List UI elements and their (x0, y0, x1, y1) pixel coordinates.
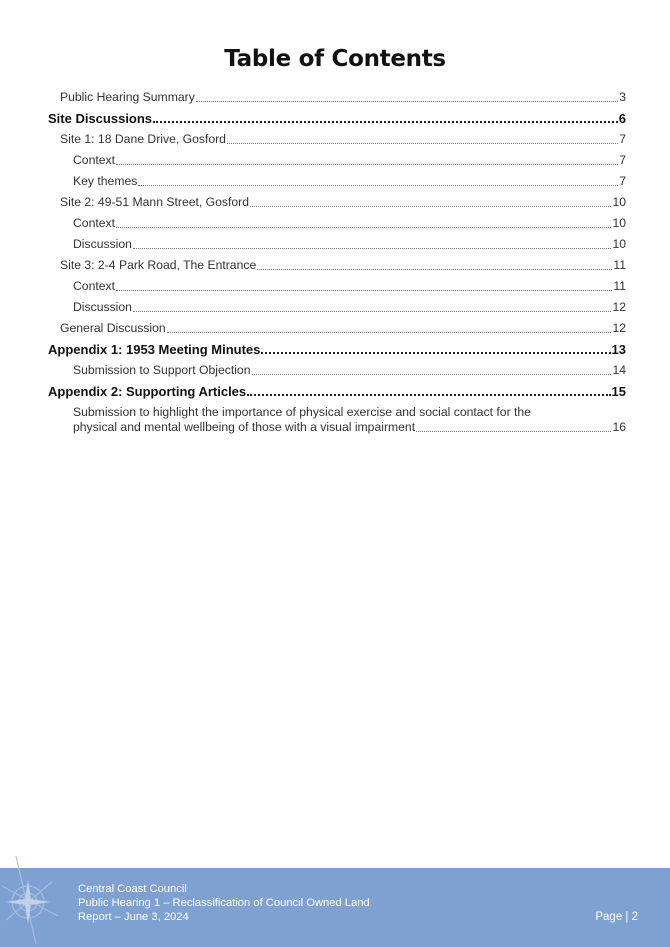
toc-entry-text: Public Hearing Summary (60, 90, 195, 104)
toc-entry[interactable] (48, 195, 626, 210)
footer-document-title: Public Hearing 1 – Reclassification of Council Owned Land (78, 897, 370, 910)
toc-entry[interactable] (48, 237, 626, 252)
toc-leader (167, 332, 612, 333)
toc-entry[interactable] (48, 342, 626, 357)
toc-entry[interactable] (48, 384, 626, 399)
toc-entry-page: 16 (612, 420, 626, 434)
toc-entry-page: 15 (611, 384, 626, 399)
toc-entry-text: Context (73, 153, 116, 167)
toc-entry[interactable] (48, 258, 626, 273)
toc-leader (250, 206, 611, 207)
toc-leader (133, 311, 612, 312)
toc-entry-page: 11 (613, 258, 626, 272)
toc-entry[interactable] (48, 405, 626, 435)
toc-leader (116, 164, 618, 165)
toc-entry-page: 10 (612, 195, 626, 209)
toc-entry[interactable] (48, 363, 626, 378)
toc-entry-text: Context (73, 216, 116, 230)
toc-entry[interactable] (48, 132, 626, 147)
toc-entry-page: 6 (618, 111, 626, 126)
toc-entry-page: 11 (613, 279, 626, 293)
toc-entry-text: Site 3: 2-4 Park Road, The Entrance (60, 258, 257, 272)
toc-entry-page: 10 (612, 216, 626, 230)
toc-entry-page: 12 (612, 300, 626, 314)
toc-entry-text: Site 1: 18 Dane Drive, Gosford (60, 132, 226, 146)
toc-entry-page: 12 (612, 321, 626, 335)
toc-entry-page: 14 (612, 363, 626, 377)
footer-organisation: Central Coast Council (78, 883, 187, 895)
toc-leader (227, 143, 618, 144)
toc-entry-page: 13 (611, 342, 626, 357)
page-footer (0, 868, 670, 947)
toc-entry[interactable] (48, 153, 626, 168)
toc-entry-text-line1: Submission to highlight the importance of physical exercise and social contact for the (73, 405, 531, 419)
toc-leader (252, 374, 612, 375)
toc-entry-page: 10 (612, 237, 626, 251)
toc-entry[interactable] (48, 279, 626, 294)
toc-entry[interactable] (48, 216, 626, 231)
toc-entry-text: Discussion (73, 300, 132, 314)
toc-entry-text: Appendix 2: Supporting Articles (48, 384, 247, 399)
toc-entry-text: Discussion (73, 237, 132, 251)
toc-entry-text-line2: physical and mental wellbeing of those with a visual impairment (73, 420, 416, 434)
toc-leader (196, 101, 618, 102)
toc-entry-text: Appendix 1: 1953 Meeting Minutes (48, 342, 261, 357)
toc-leader (133, 248, 612, 249)
toc-leader (153, 121, 618, 123)
toc-leader (261, 352, 610, 354)
toc-leader (116, 227, 611, 228)
toc-entry[interactable] (48, 90, 626, 105)
toc-leader (416, 431, 611, 432)
toc-leader (138, 185, 618, 186)
toc-entry-page: 7 (619, 153, 626, 167)
toc-leader (257, 269, 612, 270)
toc-entry-text: Context (73, 279, 116, 293)
toc-entry-text: General Discussion (60, 321, 166, 335)
toc-entry[interactable] (48, 111, 626, 126)
toc-entry[interactable] (48, 300, 626, 315)
toc-leader (247, 394, 610, 396)
page-number: Page | 2 (595, 911, 638, 923)
toc-entry-page: 3 (619, 90, 626, 104)
toc-entry-page: 7 (619, 174, 626, 188)
toc-entry-text: Key themes (73, 174, 138, 188)
page-title: Table of Contents (224, 46, 446, 72)
toc-entry-text: Site Discussions (48, 111, 153, 126)
footer-report-date: Report – June 3, 2024 (78, 911, 189, 924)
toc-entry[interactable] (48, 174, 626, 189)
toc-entry-text: Site 2: 49-51 Mann Street, Gosford (60, 195, 250, 209)
toc-entry[interactable] (48, 321, 626, 336)
toc-leader (116, 290, 612, 291)
footer-report-info (78, 882, 370, 925)
compass-logo-icon (2, 856, 66, 944)
toc-entry-page: 7 (619, 132, 626, 146)
toc-entry-text: Submission to Support Objection (73, 363, 251, 377)
table-of-contents (48, 90, 626, 441)
